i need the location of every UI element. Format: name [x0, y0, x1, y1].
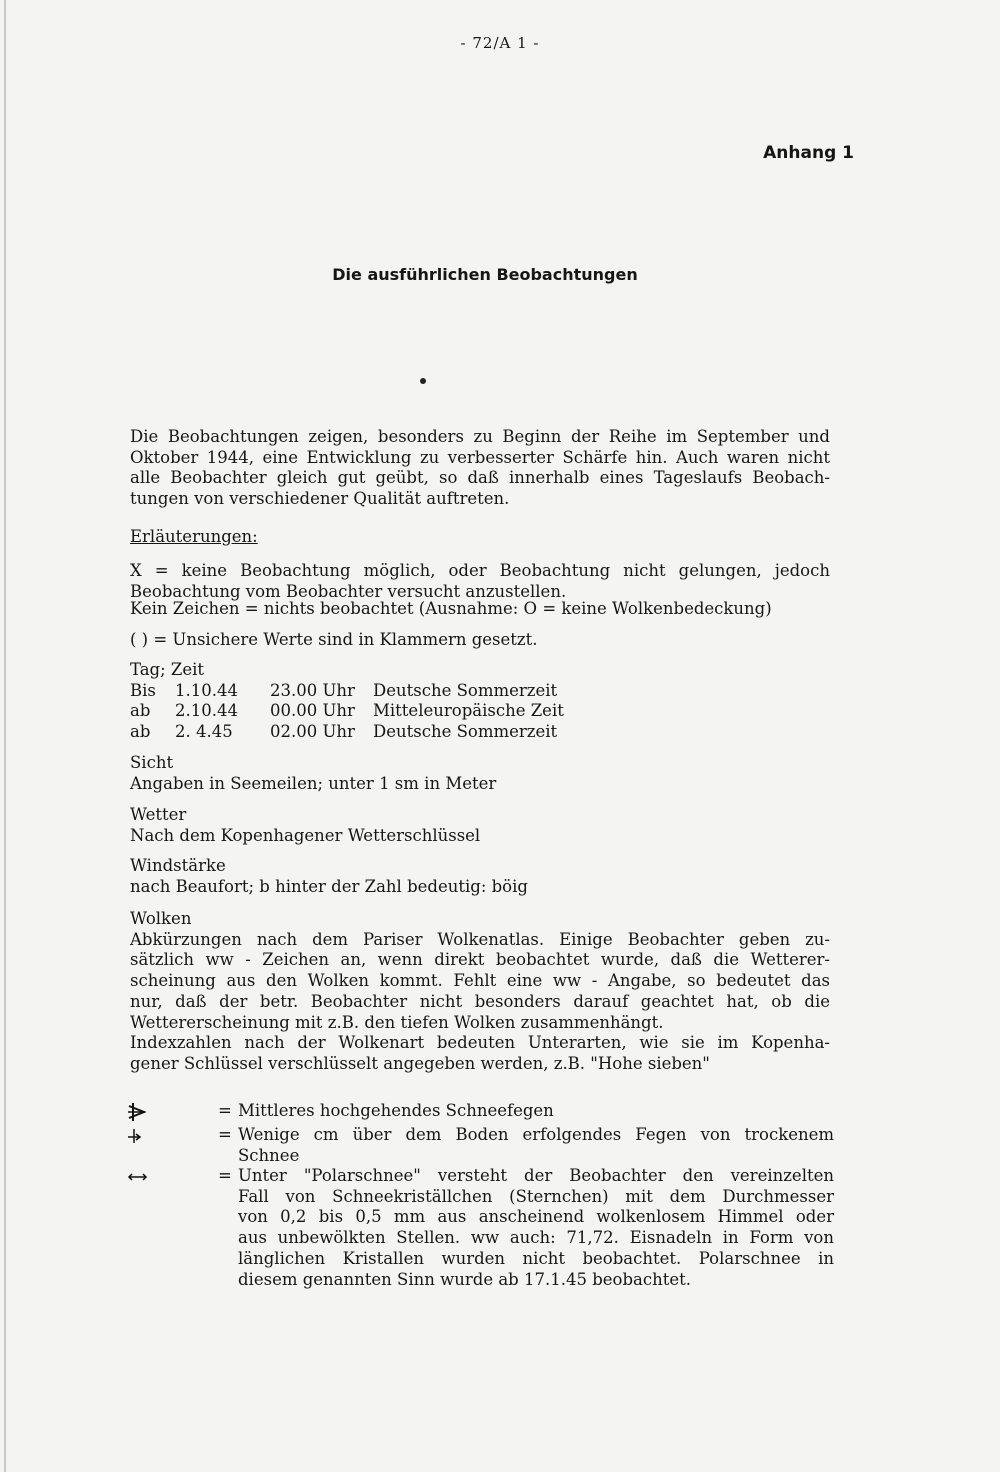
weather-heading: Wetter — [130, 805, 187, 824]
no-sign-explanation: Kein Zeichen = nichts beobachtet (Ausnahme: O = keine Wolkenbedeckung) — [130, 599, 772, 618]
intro-line: alle Beobachter gleich gut geübt, so daß innerhalb eines Tageslaufs Beobach- — [130, 468, 830, 488]
clouds-line: nur, daß der betr. Beobachter nicht besonders darauf geachtet hat, ob die — [130, 991, 830, 1011]
time-clock: 00.00 Uhr — [270, 701, 355, 721]
clouds-body — [130, 930, 830, 1075]
clouds-line: Abkürzungen nach dem Pariser Wolkenatlas. Einige Beobachter geben zu- — [130, 929, 830, 949]
drifting-snow-low-icon — [126, 1125, 150, 1147]
time-prefix: Bis — [130, 680, 156, 700]
time-row — [130, 681, 830, 702]
date-time-section — [130, 660, 830, 743]
blowing-snow-high-icon — [126, 1101, 150, 1123]
time-clock: 23.00 Uhr — [270, 680, 355, 700]
x-explanation-line: X = keine Beobachtung möglich, oder Beobachtung nicht gelungen, jedoch — [130, 561, 830, 580]
x-explanation-line: Beobachtung vom Beobachter versucht anzustellen. — [130, 581, 567, 601]
wind-text: nach Beaufort; b hinter der Zahl bedeutig: böig — [130, 876, 528, 896]
weather-text: Nach dem Kopenhagener Wetterschlüssel — [130, 825, 481, 845]
symbol-line: von 0,2 bis 0,5 mm aus anscheinend wolkenlosem Himmel oder — [238, 1207, 834, 1227]
symbol-line: aus unbewölkten Stellen. ww auch: 71,72. Eisnadeln in Form von — [238, 1228, 834, 1248]
clouds-section — [130, 909, 830, 1075]
document-title: Die ausführlichen Beobachtungen — [332, 265, 638, 284]
index-line: Indexzahlen nach der Wolkenart bedeuten Unterarten, wie sie im Kopenha- — [130, 1033, 830, 1053]
time-date: 2. 4.45 — [175, 722, 233, 742]
symbol-line: Unter "Polarschnee" versteht der Beobachter den vereinzelten — [238, 1166, 834, 1185]
visibility-text: Angaben in Seemeilen; unter 1 sm in Meter — [130, 773, 497, 793]
clouds-line: scheinung aus den Wolken kommt. Fehlt eine ww - Angabe, so bedeutet das — [130, 971, 830, 991]
parentheses-explanation: ( ) = Unsichere Werte sind in Klammern gesetzt. — [130, 630, 538, 649]
time-zone: Deutsche Sommerzeit — [373, 680, 558, 700]
clouds-line: Wettererscheinung mit z.B. den tiefen Wolken zusammenhängt. — [130, 1012, 664, 1032]
explanations-heading: Erläuterungen: — [130, 527, 258, 546]
time-row — [130, 722, 830, 743]
clouds-heading: Wolken — [130, 909, 192, 928]
intro-paragraph — [130, 427, 830, 510]
time-prefix: ab — [130, 722, 151, 742]
time-clock: 02.00 Uhr — [270, 722, 355, 742]
symbol-line: diesem genannten Sinn wurde ab 17.1.45 beobachtet. — [238, 1269, 691, 1289]
intro-line: Oktober 1944, eine Entwicklung zu verbesserter Schärfe hin. Auch waren nicht — [130, 447, 830, 467]
page-number: - 72/A 1 - — [460, 34, 540, 52]
time-row — [130, 701, 830, 722]
wind-section — [130, 856, 830, 897]
symbol-line: länglichen Kristallen wurden nicht beobachtet. Polarschnee in — [238, 1248, 834, 1268]
scan-edge-line — [4, 0, 6, 1472]
symbol-line: Fall von Schneekriställchen (Sternchen) mit dem Durchmesser — [238, 1186, 834, 1206]
visibility-heading: Sicht — [130, 753, 174, 772]
time-zone: Deutsche Sommerzeit — [373, 722, 558, 742]
wind-heading: Windstärke — [130, 856, 226, 875]
symbol-line: Wenige cm über dem Boden erfolgendes Fegen von trockenem — [238, 1125, 834, 1144]
equals-sign: = — [218, 1101, 232, 1120]
polar-snow-icon — [126, 1166, 150, 1188]
equals-sign: = — [218, 1125, 232, 1144]
weather-section — [130, 805, 830, 846]
index-line: gener Schlüssel verschlüsselt angegeben werden, z.B. "Hohe sieben" — [130, 1053, 710, 1073]
date-time-heading: Tag; Zeit — [130, 660, 205, 679]
symbol-description — [238, 1125, 834, 1166]
bullet-dot — [420, 378, 426, 384]
symbol-line: Mittleres hochgehendes Schneefegen — [238, 1101, 554, 1120]
intro-line: tungen von verschiedener Qualität auftreten. — [130, 489, 510, 509]
visibility-section — [130, 753, 830, 794]
clouds-line: sätzlich ww - Zeichen an, wenn direkt beobachtet wurde, daß die Wetterer- — [130, 950, 830, 970]
time-prefix: ab — [130, 701, 151, 721]
equals-sign: = — [218, 1166, 232, 1185]
time-zone: Mitteleuropäische Zeit — [373, 701, 564, 721]
intro-line: Die Beobachtungen zeigen, besonders zu Beginn der Reihe im September und — [130, 427, 830, 446]
time-date: 1.10.44 — [175, 680, 238, 700]
time-date: 2.10.44 — [175, 701, 238, 721]
symbol-line: Schnee — [238, 1145, 300, 1165]
symbol-description — [238, 1166, 834, 1290]
x-explanation — [130, 561, 830, 602]
symbol-description — [238, 1101, 834, 1122]
appendix-label: Anhang 1 — [763, 143, 854, 163]
